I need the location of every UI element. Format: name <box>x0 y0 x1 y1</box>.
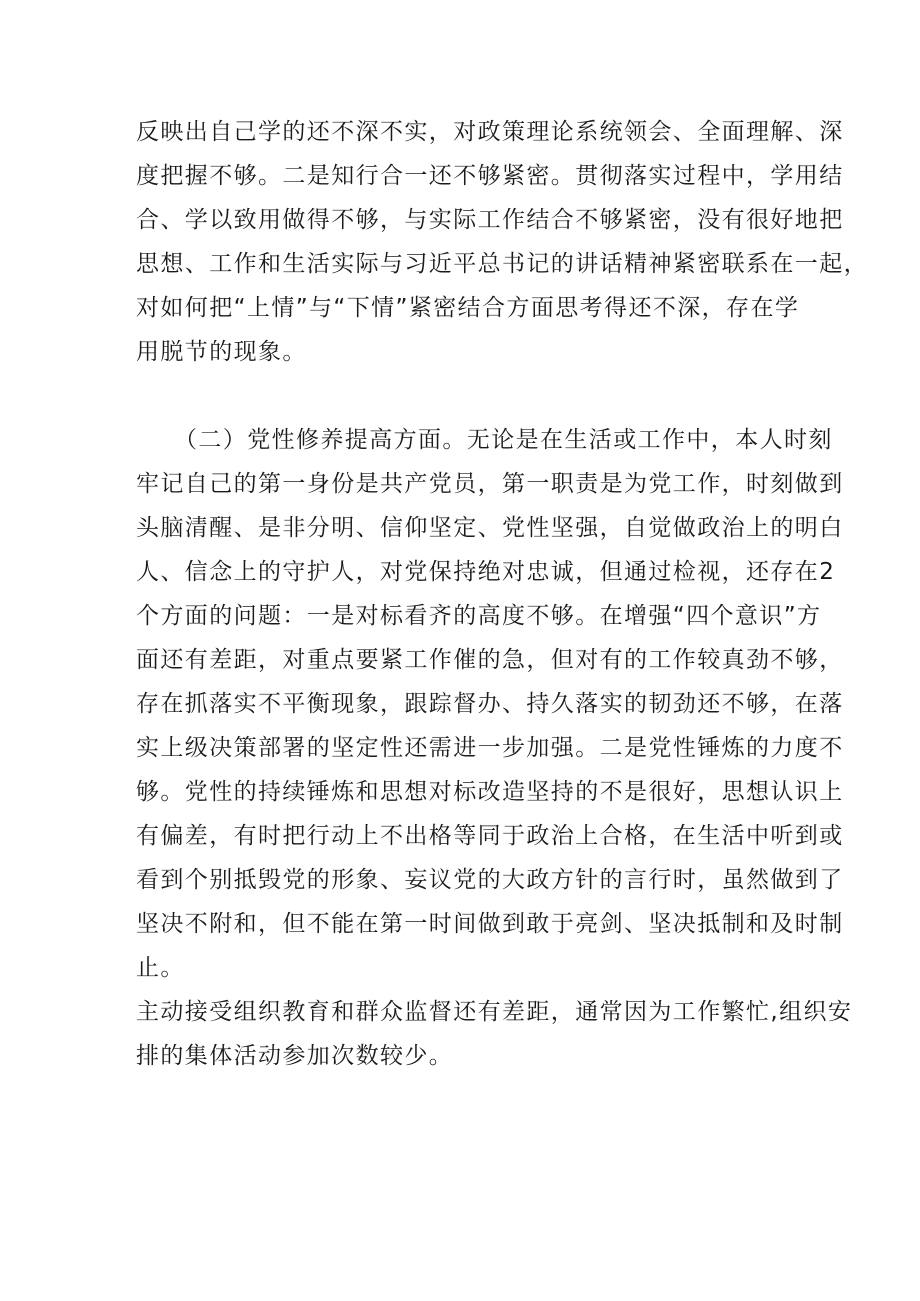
text-line: （二）党性修养提高方面。无论是在生活或工作中，本人时刻 <box>174 427 833 453</box>
text-line: 度把握不够。二是知行合一还不够紧密。贯彻落实过程中，学用结 <box>136 163 844 189</box>
text-line: 看到个别抵毁党的形象、妄议党的大政方针的言行时，虽然做到了 <box>136 867 844 893</box>
text-line: 牢记自己的第一身份是共产党员，第一职责是为党工作，时刻做到 <box>136 471 844 497</box>
text-line: 反映出自己学的还不深不实，对政策理论系统领会、全面理解、深 <box>136 119 844 145</box>
text-line: 个方面的问题：一是对标看齐的高度不够。在增强“四个意识”方 <box>136 603 822 629</box>
text-line: 对如何把“上情”与“下情”紧密结合方面思考得还不深，存在学 <box>136 295 800 321</box>
text-line: 合、学以致用做得不够，与实际工作结合不够紧密，没有很好地把 <box>136 207 844 233</box>
text-line: 实上级决策部署的坚定性还需进一步加强。二是党性锤炼的力度不 <box>136 735 844 761</box>
text-line: 排的集体活动参加次数较少。 <box>136 1043 454 1069</box>
text-line: 人、信念上的守护人，对党保持绝对忠诚，但通过检视，还存在2 <box>136 559 836 585</box>
text-line: 头脑清醒、是非分明、信仰坚定、党性坚强，自觉做政治上的明白 <box>136 515 844 541</box>
text-line: 坚决不附和，但不能在第一时间做到敢于亮剑、坚决抵制和及时制 <box>136 911 844 937</box>
text-line: 止。 <box>136 955 185 981</box>
text-line: 主动接受组织教育和群众监督还有差距，通常因为工作繁忙,组织安 <box>136 999 853 1025</box>
text-line: 够。党性的持续锤炼和思想对标改造坚持的不是很好，思想认识上 <box>136 779 844 805</box>
text-line: 面还有差距，对重点要紧工作催的急，但对有的工作较真劲不够， <box>136 647 844 673</box>
text-line: 有偏差，有时把行动上不出格等同于政治上合格，在生活中听到或 <box>136 823 844 849</box>
text-line: 用脱节的现象。 <box>136 339 307 365</box>
text-line: 思想、工作和生活实际与习近平总书记的讲话精神紧密联系在一起， <box>136 251 868 277</box>
text-line: 存在抓落实不平衡现象，跟踪督办、持久落实的韧劲还不够，在落 <box>136 691 844 717</box>
